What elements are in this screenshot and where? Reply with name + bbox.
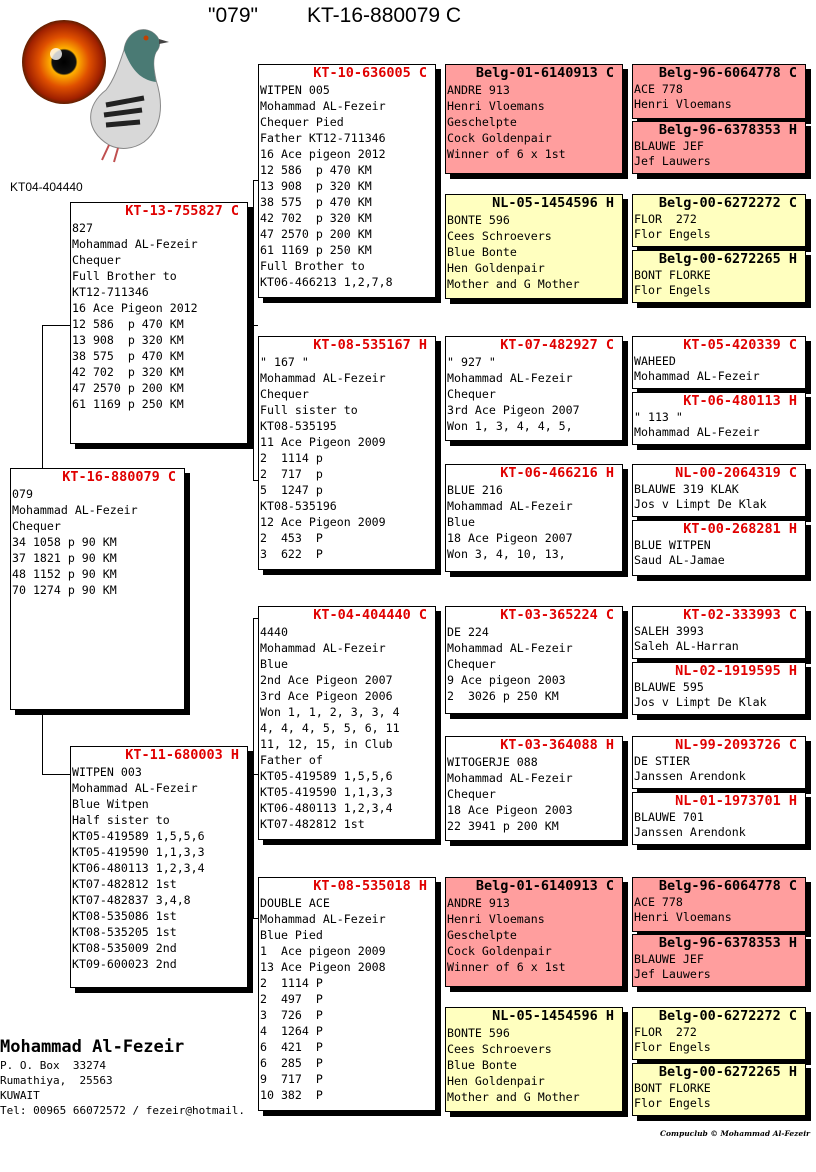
pedigree-line: KT05-419590 1,1,3,3 [260, 785, 393, 799]
pedigree-line: Saleh AL-Harran [634, 639, 739, 653]
pedigree-line: Won 3, 4, 10, 13, [447, 547, 566, 561]
pedigree-line: Winner of 6 x 1st [447, 960, 566, 974]
pedigree-line: Geschelpte [447, 115, 517, 129]
pedigree-line: Blue [260, 657, 288, 671]
eye-icon [22, 20, 106, 104]
ring-number: KT-08-535018 H [313, 878, 427, 894]
pedigree-line: 18 Ace Pigeon 2007 [447, 531, 573, 545]
g5-card-8[interactable] [632, 520, 806, 576]
g5-card-13[interactable] [632, 877, 806, 932]
sire-card[interactable] [70, 202, 248, 444]
pedigree-line: 12 586 p 470 KM [260, 163, 372, 177]
pedigree-line: Henri Vloemans [447, 912, 545, 926]
ring-number: KT-00-268281 H [683, 521, 797, 537]
ring-number: KT-08-535167 H [313, 337, 427, 353]
pedigree-line: BLAUWE 595 [634, 680, 704, 694]
pedigree-line: BLAUWE JEF [634, 952, 704, 966]
pedigree-line: 22 3941 p 200 KM [447, 819, 559, 833]
pedigree-line: Won 1, 3, 4, 4, 5, [447, 419, 573, 433]
ring-number: KT-06-466216 H [500, 465, 614, 481]
pedigree-line: KT07-482812 1st [72, 877, 177, 891]
g5-card-6[interactable] [632, 392, 806, 445]
pedigree-line: 16 Ace Pigeon 2012 [72, 301, 198, 315]
pedigree-line: KT05-419590 1,1,3,3 [72, 845, 205, 859]
ring-number: NL-00-2064319 C [675, 465, 797, 481]
pedigree-line: 2nd Ace Pigeon 2007 [260, 673, 393, 687]
pedigree-line: Blue Bonte [447, 245, 517, 259]
pedigree-line: 12 586 p 470 KM [72, 317, 184, 331]
pigeon-name-title: "079" [208, 4, 258, 27]
pedigree-line: Mother and G Mother [447, 277, 580, 291]
pedigree-line: 42 702 p 320 KM [260, 211, 372, 225]
pedigree-line: 1 Ace pigeon 2009 [260, 944, 386, 958]
pedigree-line: BLAUWE JEF [634, 139, 704, 153]
pedigree-line: KT06-480113 1,2,3,4 [72, 861, 205, 875]
pedigree-line: Mother and G Mother [447, 1090, 580, 1104]
pedigree-line: 9 717 P [260, 1072, 323, 1086]
pedigree-line: KT08-535205 1st [72, 925, 177, 939]
ring-number: Belg-96-6064778 C [658, 65, 797, 81]
pedigree-line: Mohammad AL-Fezeir [260, 371, 386, 385]
ring-number: KT-04-404440 C [313, 607, 427, 623]
dsd-card[interactable] [445, 736, 623, 841]
pedigree-line: ANDRE 913 [447, 83, 510, 97]
pedigree-line: FLOR 272 [634, 212, 697, 226]
pigeon-ring-title: KT-16-880079 C [307, 4, 462, 27]
pedigree-line: Mohammad AL-Fezeir [634, 369, 760, 383]
pedigree-line: Mohammad AL-Fezeir [12, 503, 138, 517]
pedigree-line: 13 Ace Pigeon 2008 [260, 960, 386, 974]
pedigree-line: Janssen Arendonk [634, 769, 746, 783]
pedigree-line: 48 1152 p 90 KM [12, 567, 117, 581]
pedigree-line: Mohammad AL-Fezeir [260, 99, 386, 113]
pedigree-line: Mohammad AL-Fezeir [260, 912, 386, 926]
pedigree-line: 10 382 P [260, 1088, 323, 1102]
pedigree-line: Jef Lauwers [634, 967, 711, 981]
pedigree-line: 70 1274 p 90 KM [12, 583, 117, 597]
pedigree-line: 61 1169 p 250 KM [260, 243, 372, 257]
pedigree-line: Henri Vloemans [634, 910, 732, 924]
pedigree-line: KT07-482837 3,4,8 [72, 893, 191, 907]
pedigree-line: BLUE 216 [447, 483, 503, 497]
pedigree-line: 12 Ace Pigeon 2009 [260, 515, 386, 529]
ring-number: Belg-96-6378353 H [658, 122, 797, 138]
ring-number: KT-11-680003 H [125, 747, 239, 763]
owner-address-line: KUWAIT [0, 1089, 40, 1102]
ring-number: Belg-00-6272272 C [658, 195, 797, 211]
pedigree-line: Mohammad AL-Fezeir [72, 237, 198, 251]
pedigree-line: Mohammad AL-Fezeir [260, 641, 386, 655]
pedigree-line: Mohammad AL-Fezeir [447, 371, 573, 385]
pedigree-line: KT12-711346 [72, 285, 149, 299]
owner-phone-email: Tel: 00965 66072572 / fezeir@hotmail. [0, 1104, 246, 1117]
dam-dam-card[interactable] [258, 877, 436, 1111]
pedigree-line: KT06-480113 1,2,3,4 [260, 801, 393, 815]
pedigree-line: 2 453 P [260, 531, 323, 545]
pedigree-line: 13 908 p 320 KM [260, 179, 372, 193]
pedigree-line: " 167 " [260, 355, 309, 369]
ring-number: KT-10-636005 C [313, 65, 427, 81]
pedigree-line: DE STIER [634, 754, 690, 768]
pedigree-line: BONTE 596 [447, 213, 510, 227]
owner-name: Mohammad Al-Fezeir [0, 1037, 185, 1057]
g5-card-3[interactable] [632, 194, 806, 247]
pedigree-line: Hen Goldenpair [447, 261, 545, 275]
pedigree-line: KT07-482812 1st [260, 817, 365, 831]
pedigree-line: 38 575 p 470 KM [260, 195, 372, 209]
pedigree-line: DE 224 [447, 625, 489, 639]
ring-number: Belg-00-6272265 H [658, 1064, 797, 1080]
pedigree-line: Chequer [260, 387, 309, 401]
pedigree-line: Father of [260, 753, 323, 767]
pedigree-line: 6 421 P [260, 1040, 323, 1054]
pedigree-line: " 927 " [447, 355, 496, 369]
pedigree-line: 34 1058 p 90 KM [12, 535, 117, 549]
ring-number: KT-13-755827 C [125, 203, 239, 219]
pedigree-line: Chequer Pied [260, 115, 344, 129]
sire-dam-card[interactable] [258, 336, 436, 570]
ring-number: Belg-01-6140913 C [475, 65, 614, 81]
g5-card-12[interactable] [632, 792, 806, 845]
pedigree-line: Janssen Arendonk [634, 825, 746, 839]
pedigree-line: " 113 " [634, 410, 683, 424]
pedigree-line: BONT FLORKE [634, 268, 711, 282]
pedigree-line: Flor Engels [634, 1096, 711, 1110]
pedigree-line: KT09-600023 2nd [72, 957, 177, 971]
sss-card[interactable] [445, 64, 623, 174]
g5-card-2[interactable] [632, 121, 806, 174]
pedigree-line: Cock Goldenpair [447, 131, 552, 145]
pedigree-line: 079 [12, 487, 33, 501]
pedigree-line: Henri Vloemans [447, 99, 545, 113]
pedigree-line: 4, 4, 4, 5, 5, 6, 11 [260, 721, 400, 735]
pedigree-line: 3 622 P [260, 547, 323, 561]
pedigree-line: 9 Ace pigeon 2003 [447, 673, 566, 687]
sdd-card[interactable] [445, 464, 623, 572]
pedigree-line: ANDRE 913 [447, 896, 510, 910]
pedigree-line: KT06-466213 1,2,7,8 [260, 275, 393, 289]
g5-card-16[interactable] [632, 1063, 806, 1116]
pedigree-line: Cees Schroevers [447, 229, 552, 243]
pedigree-line: 827 [72, 221, 93, 235]
pedigree-line: Full Brother to [72, 269, 177, 283]
pedigree-line: BLAUWE 701 [634, 810, 704, 824]
ring-number: KT-05-420339 C [683, 337, 797, 353]
pigeon-photo [14, 10, 174, 165]
pedigree-line: 2 3026 p 250 KM [447, 689, 559, 703]
dds-card[interactable] [445, 877, 623, 987]
pedigree-line: Mohammad AL-Fezeir [447, 771, 573, 785]
pedigree-line: 47 2570 p 200 KM [72, 381, 184, 395]
pedigree-line: KT05-419589 1,5,5,6 [260, 769, 393, 783]
pedigree-line: 6 285 P [260, 1056, 323, 1070]
pedigree-line: 37 1821 p 90 KM [12, 551, 117, 565]
pedigree-line: Father KT12-711346 [260, 131, 386, 145]
pedigree-line: BLUE WITPEN [634, 538, 711, 552]
pedigree-line: Chequer [447, 387, 496, 401]
g5-card-7[interactable] [632, 464, 806, 517]
pedigree-line: Henri Vloemans [634, 97, 732, 111]
pedigree-line: WITPEN 003 [72, 765, 142, 779]
g5-card-4[interactable] [632, 250, 806, 303]
pedigree-line: Mohammad AL-Fezeir [447, 499, 573, 513]
pedigree-line: Blue Witpen [72, 797, 149, 811]
ddd-card[interactable] [445, 1007, 623, 1112]
ring-number: NL-05-1454596 H [492, 1008, 614, 1024]
pedigree-line: 5 1247 p [260, 483, 323, 497]
pedigree-line: Blue [447, 515, 475, 529]
pedigree-line: BONT FLORKE [634, 1081, 711, 1095]
pedigree-line: Flor Engels [634, 227, 711, 241]
pedigree-line: KT08-535009 2nd [72, 941, 177, 955]
pedigree-line: 11, 12, 15, in Club [260, 737, 393, 751]
ring-number: NL-05-1454596 H [492, 195, 614, 211]
dss-card[interactable] [445, 606, 623, 714]
subject-pigeon-card[interactable] [10, 468, 185, 710]
pedigree-line: KT05-419589 1,5,5,6 [72, 829, 205, 843]
g5-card-1[interactable] [632, 64, 806, 119]
pedigree-line: Jos v Limpt De Klak [634, 497, 767, 511]
pedigree-line: Flor Engels [634, 283, 711, 297]
pedigree-line: Jef Lauwers [634, 154, 711, 168]
ring-number: KT-03-365224 C [500, 607, 614, 623]
pedigree-line: Chequer [72, 253, 121, 267]
footer-credit: Compuclub © Mohammad Al-Fezeir [660, 1129, 810, 1138]
pedigree-line: Mohammad AL-Fezeir [447, 641, 573, 655]
pedigree-line: 38 575 p 470 KM [72, 349, 184, 363]
pedigree-line: KT08-535086 1st [72, 909, 177, 923]
pedigree-line: Mohammad AL-Fezeir [72, 781, 198, 795]
ring-number: KT-07-482927 C [500, 337, 614, 353]
dam-card[interactable] [70, 746, 248, 988]
pedigree-line: ACE 778 [634, 895, 683, 909]
pedigree-line: Full Brother to [260, 259, 365, 273]
ring-number: Belg-01-6140913 C [475, 878, 614, 894]
pedigree-line: FLOR 272 [634, 1025, 697, 1039]
pedigree-line: 18 Ace Pigeon 2003 [447, 803, 573, 817]
pedigree-line: BLAUWE 319 KLAK [634, 482, 739, 496]
owner-address-line: P. O. Box 33274 [0, 1059, 106, 1072]
pedigree-line: 11 Ace Pigeon 2009 [260, 435, 386, 449]
sire-sire-card[interactable] [258, 64, 436, 298]
g5-card-14[interactable] [632, 934, 806, 987]
pedigree-line: DOUBLE ACE [260, 896, 330, 910]
pedigree-line: 61 1169 p 250 KM [72, 397, 184, 411]
pedigree-line: Chequer [447, 657, 496, 671]
pedigree-line: 16 Ace pigeon 2012 [260, 147, 386, 161]
pedigree-line: BONTE 596 [447, 1026, 510, 1040]
pedigree-line: Winner of 6 x 1st [447, 147, 566, 161]
pedigree-line: Half sister to [72, 813, 170, 827]
pedigree-line: WAHEED [634, 354, 676, 368]
pedigree-line: 2 1114 P [260, 976, 323, 990]
owner-contact-block [0, 1036, 245, 1118]
ring-number: Belg-00-6272272 C [658, 1008, 797, 1024]
pedigree-line: 4 1264 P [260, 1024, 323, 1038]
pedigree-line: 4440 [260, 625, 288, 639]
pedigree-line: Full sister to [260, 403, 358, 417]
pedigree-line: KT08-535196 [260, 499, 337, 513]
ring-number: NL-01-1973701 H [675, 793, 797, 809]
pedigree-line: Mohammad AL-Fezeir [634, 425, 760, 439]
pedigree-line: Cees Schroevers [447, 1042, 552, 1056]
ring-number: Belg-00-6272265 H [658, 251, 797, 267]
g5-card-10[interactable] [632, 662, 806, 715]
photo-caption-ring: KT04-404440 [10, 180, 83, 194]
pedigree-line: Cock Goldenpair [447, 944, 552, 958]
pedigree-line: Geschelpte [447, 928, 517, 942]
pedigree-line: 2 717 p [260, 467, 323, 481]
ring-number: KT-02-333993 C [683, 607, 797, 623]
pedigree-line: Chequer [12, 519, 61, 533]
pedigree-line: ACE 778 [634, 82, 683, 96]
pedigree-line: Blue Pied [260, 928, 323, 942]
g5-card-5[interactable] [632, 336, 806, 389]
pedigree-line: Won 1, 1, 2, 3, 3, 4 [260, 705, 400, 719]
pedigree-line: WITOGERJE 088 [447, 755, 538, 769]
pedigree-line: SALEH 3993 [634, 624, 704, 638]
pedigree-line: 2 497 P [260, 992, 323, 1006]
ring-number: Belg-96-6378353 H [658, 935, 797, 951]
pedigree-line: Flor Engels [634, 1040, 711, 1054]
pedigree-line: Saud AL-Jamae [634, 553, 725, 567]
pedigree-line: WITPEN 005 [260, 83, 330, 97]
pedigree-line: 13 908 p 320 KM [72, 333, 184, 347]
pedigree-line: 2 1114 p [260, 451, 323, 465]
g5-card-15[interactable] [632, 1007, 806, 1060]
pedigree-line: 3rd Ace Pigeon 2007 [447, 403, 580, 417]
pedigree-line: 42 702 p 320 KM [72, 365, 184, 379]
pedigree-line: Hen Goldenpair [447, 1074, 545, 1088]
pedigree-line: Jos v Limpt De Klak [634, 695, 767, 709]
pedigree-line: 3 726 P [260, 1008, 323, 1022]
sds-card[interactable] [445, 336, 623, 441]
g5-card-9[interactable] [632, 606, 806, 659]
ring-number: NL-02-1919595 H [675, 663, 797, 679]
ring-number: KT-06-480113 H [683, 393, 797, 409]
pedigree-line: 47 2570 p 200 KM [260, 227, 372, 241]
ring-number: KT-03-364088 H [500, 737, 614, 753]
pedigree-line: KT08-535195 [260, 419, 337, 433]
pedigree-line: Blue Bonte [447, 1058, 517, 1072]
ssd-card[interactable] [445, 194, 623, 299]
owner-address-line: Rumathiya, 25563 [0, 1074, 113, 1087]
ring-number: Belg-96-6064778 C [658, 878, 797, 894]
pedigree-line: Chequer [447, 787, 496, 801]
ring-number: NL-99-2093726 C [675, 737, 797, 753]
dam-sire-card[interactable] [258, 606, 436, 840]
ring-number: KT-16-880079 C [62, 469, 176, 485]
pedigree-line: 3rd Ace Pigeon 2006 [260, 689, 393, 703]
g5-card-11[interactable] [632, 736, 806, 789]
